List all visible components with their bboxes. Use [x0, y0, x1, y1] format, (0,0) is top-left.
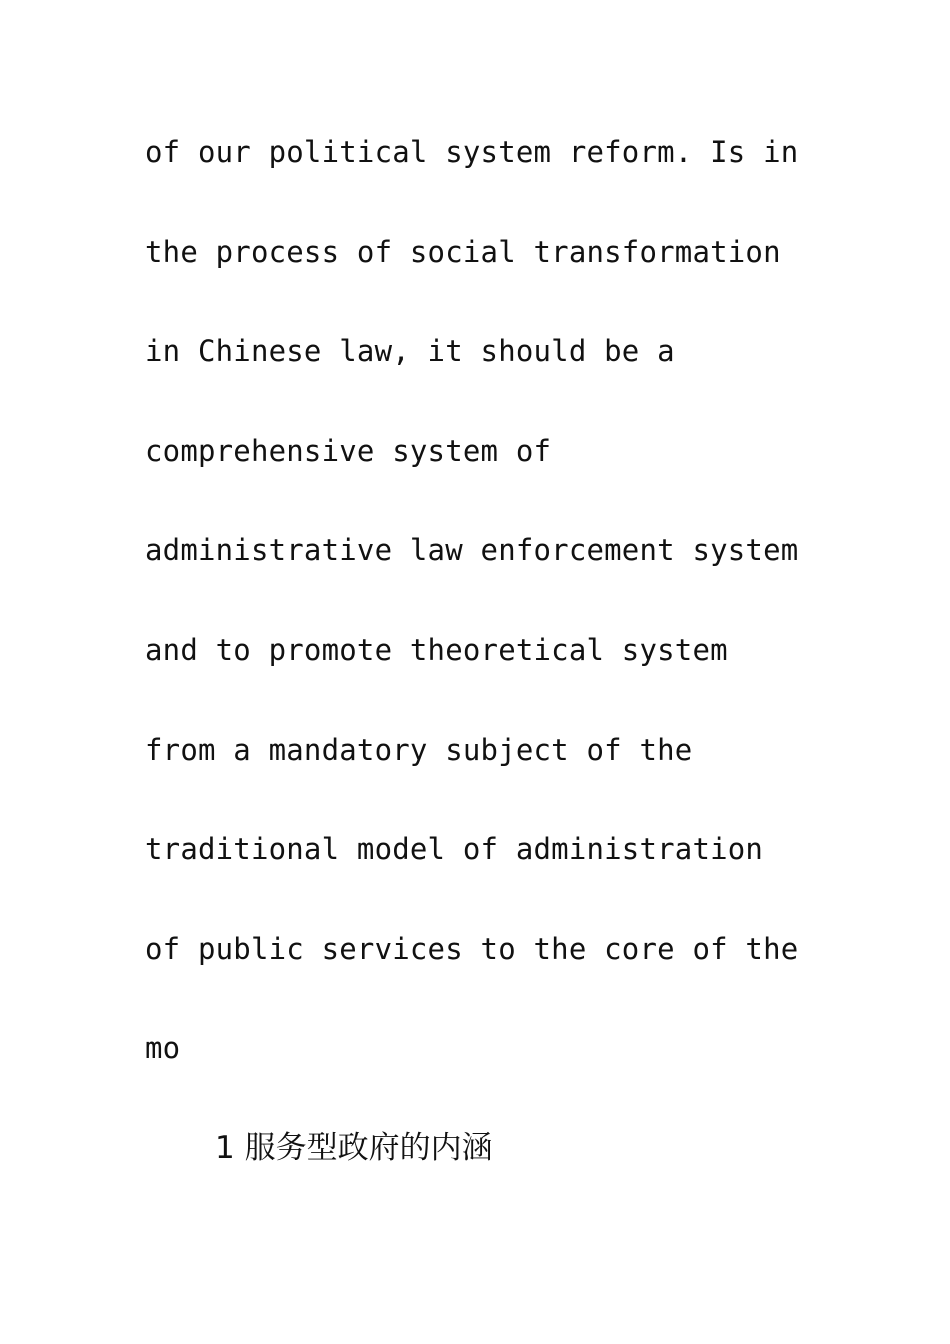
- body-line: from a mandatory subject of the: [145, 732, 693, 767]
- body-line: of public services to the core of the: [145, 931, 799, 966]
- body-line: administrative law enforcement system: [145, 533, 799, 568]
- body-line: traditional model of administration: [145, 832, 764, 867]
- body-text: [145, 126, 825, 1122]
- section-heading: 1 服务型政府的内涵: [215, 1130, 493, 1166]
- body-line: and to promote theoretical system: [145, 632, 728, 667]
- body-line: of our political system reform. Is in: [145, 135, 799, 169]
- body-line: in Chinese law, it should be a: [145, 334, 675, 369]
- body-line: comprehensive system of: [145, 433, 552, 468]
- body-line: mo: [145, 1031, 181, 1066]
- body-line: the process of social transformation: [145, 234, 781, 269]
